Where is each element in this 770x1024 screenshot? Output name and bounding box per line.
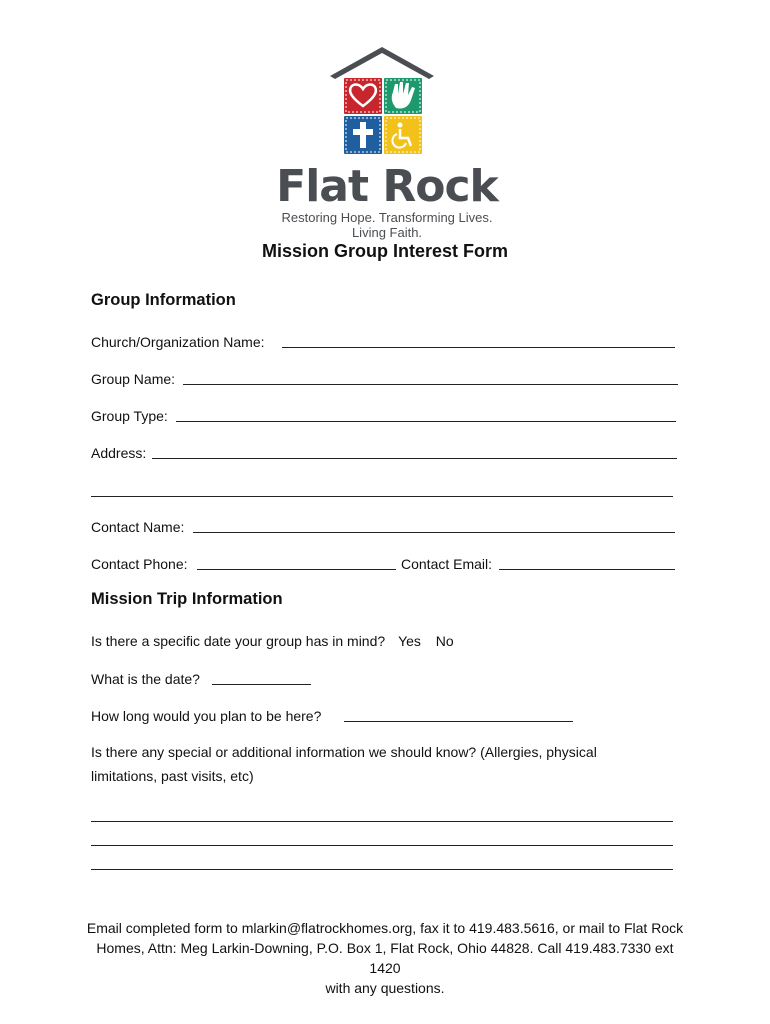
special-info-field-2[interactable] (91, 845, 673, 846)
mission-trip-heading: Mission Trip Information (91, 590, 283, 608)
what-date-label: What is the date? (91, 671, 200, 687)
how-long-field[interactable] (344, 721, 573, 722)
logo-tagline: Restoring Hope. Transforming Lives. Living Faith. (281, 210, 493, 240)
group-name-label: Group Name: (91, 371, 176, 387)
how-long-label: How long would you plan to be here? (91, 708, 322, 724)
group-name-field[interactable] (183, 384, 678, 385)
heart-icon (344, 78, 382, 114)
yes-option[interactable]: Yes (398, 633, 421, 649)
roof-icon (330, 47, 434, 79)
group-type-label: Group Type: (91, 408, 168, 424)
address-field[interactable] (152, 458, 677, 459)
contact-name-field[interactable] (193, 532, 675, 533)
group-type-field[interactable] (176, 421, 676, 422)
date-question (91, 632, 454, 650)
contact-phone-field[interactable] (197, 569, 396, 570)
special-info-line-1: Is there any special or additional information we should know? (Allergies, physical (91, 744, 597, 760)
logo-wordmark: Flat Rock (276, 161, 498, 212)
address-field-line-2[interactable] (91, 496, 673, 497)
no-option[interactable]: No (435, 633, 454, 649)
church-name-field[interactable] (282, 347, 675, 348)
hand-icon (384, 78, 422, 114)
contact-phone-label: Contact Phone: (91, 556, 188, 572)
special-info-field-3[interactable] (91, 869, 673, 870)
what-date-field[interactable] (212, 684, 311, 685)
footer-line-2: Homes, Attn: Meg Larkin-Downing, P.O. Box 1, Flat Rock, Ohio 44828. Call 419.483.7330 ext 1420 (96, 940, 674, 976)
contact-email-label: Contact Email: (401, 556, 493, 572)
group-information-heading: Group Information (91, 291, 236, 309)
flat-rock-logo (272, 42, 502, 240)
church-name-label: Church/Organization Name: (91, 334, 265, 350)
logo-graphic (272, 42, 502, 162)
date-question-text: Is there a specific date your group has in mind? (91, 633, 386, 649)
special-info-field-1[interactable] (91, 821, 673, 822)
contact-email-field[interactable] (499, 569, 675, 570)
footer-line-1: Email completed form to mlarkin@flatrockhomes.org, fax it to 419.483.5616, or mail to Flat Rock (86, 920, 684, 936)
address-label: Address: (91, 445, 147, 461)
contact-name-label: Contact Name: (91, 519, 185, 535)
special-info-line-2: limitations, past visits, etc) (91, 768, 254, 784)
submission-instructions (80, 918, 690, 998)
cross-icon (344, 116, 382, 154)
wheelchair-icon (384, 116, 422, 154)
form-title: Mission Group Interest Form (261, 241, 509, 261)
footer-line-3: with any questions. (325, 980, 445, 996)
